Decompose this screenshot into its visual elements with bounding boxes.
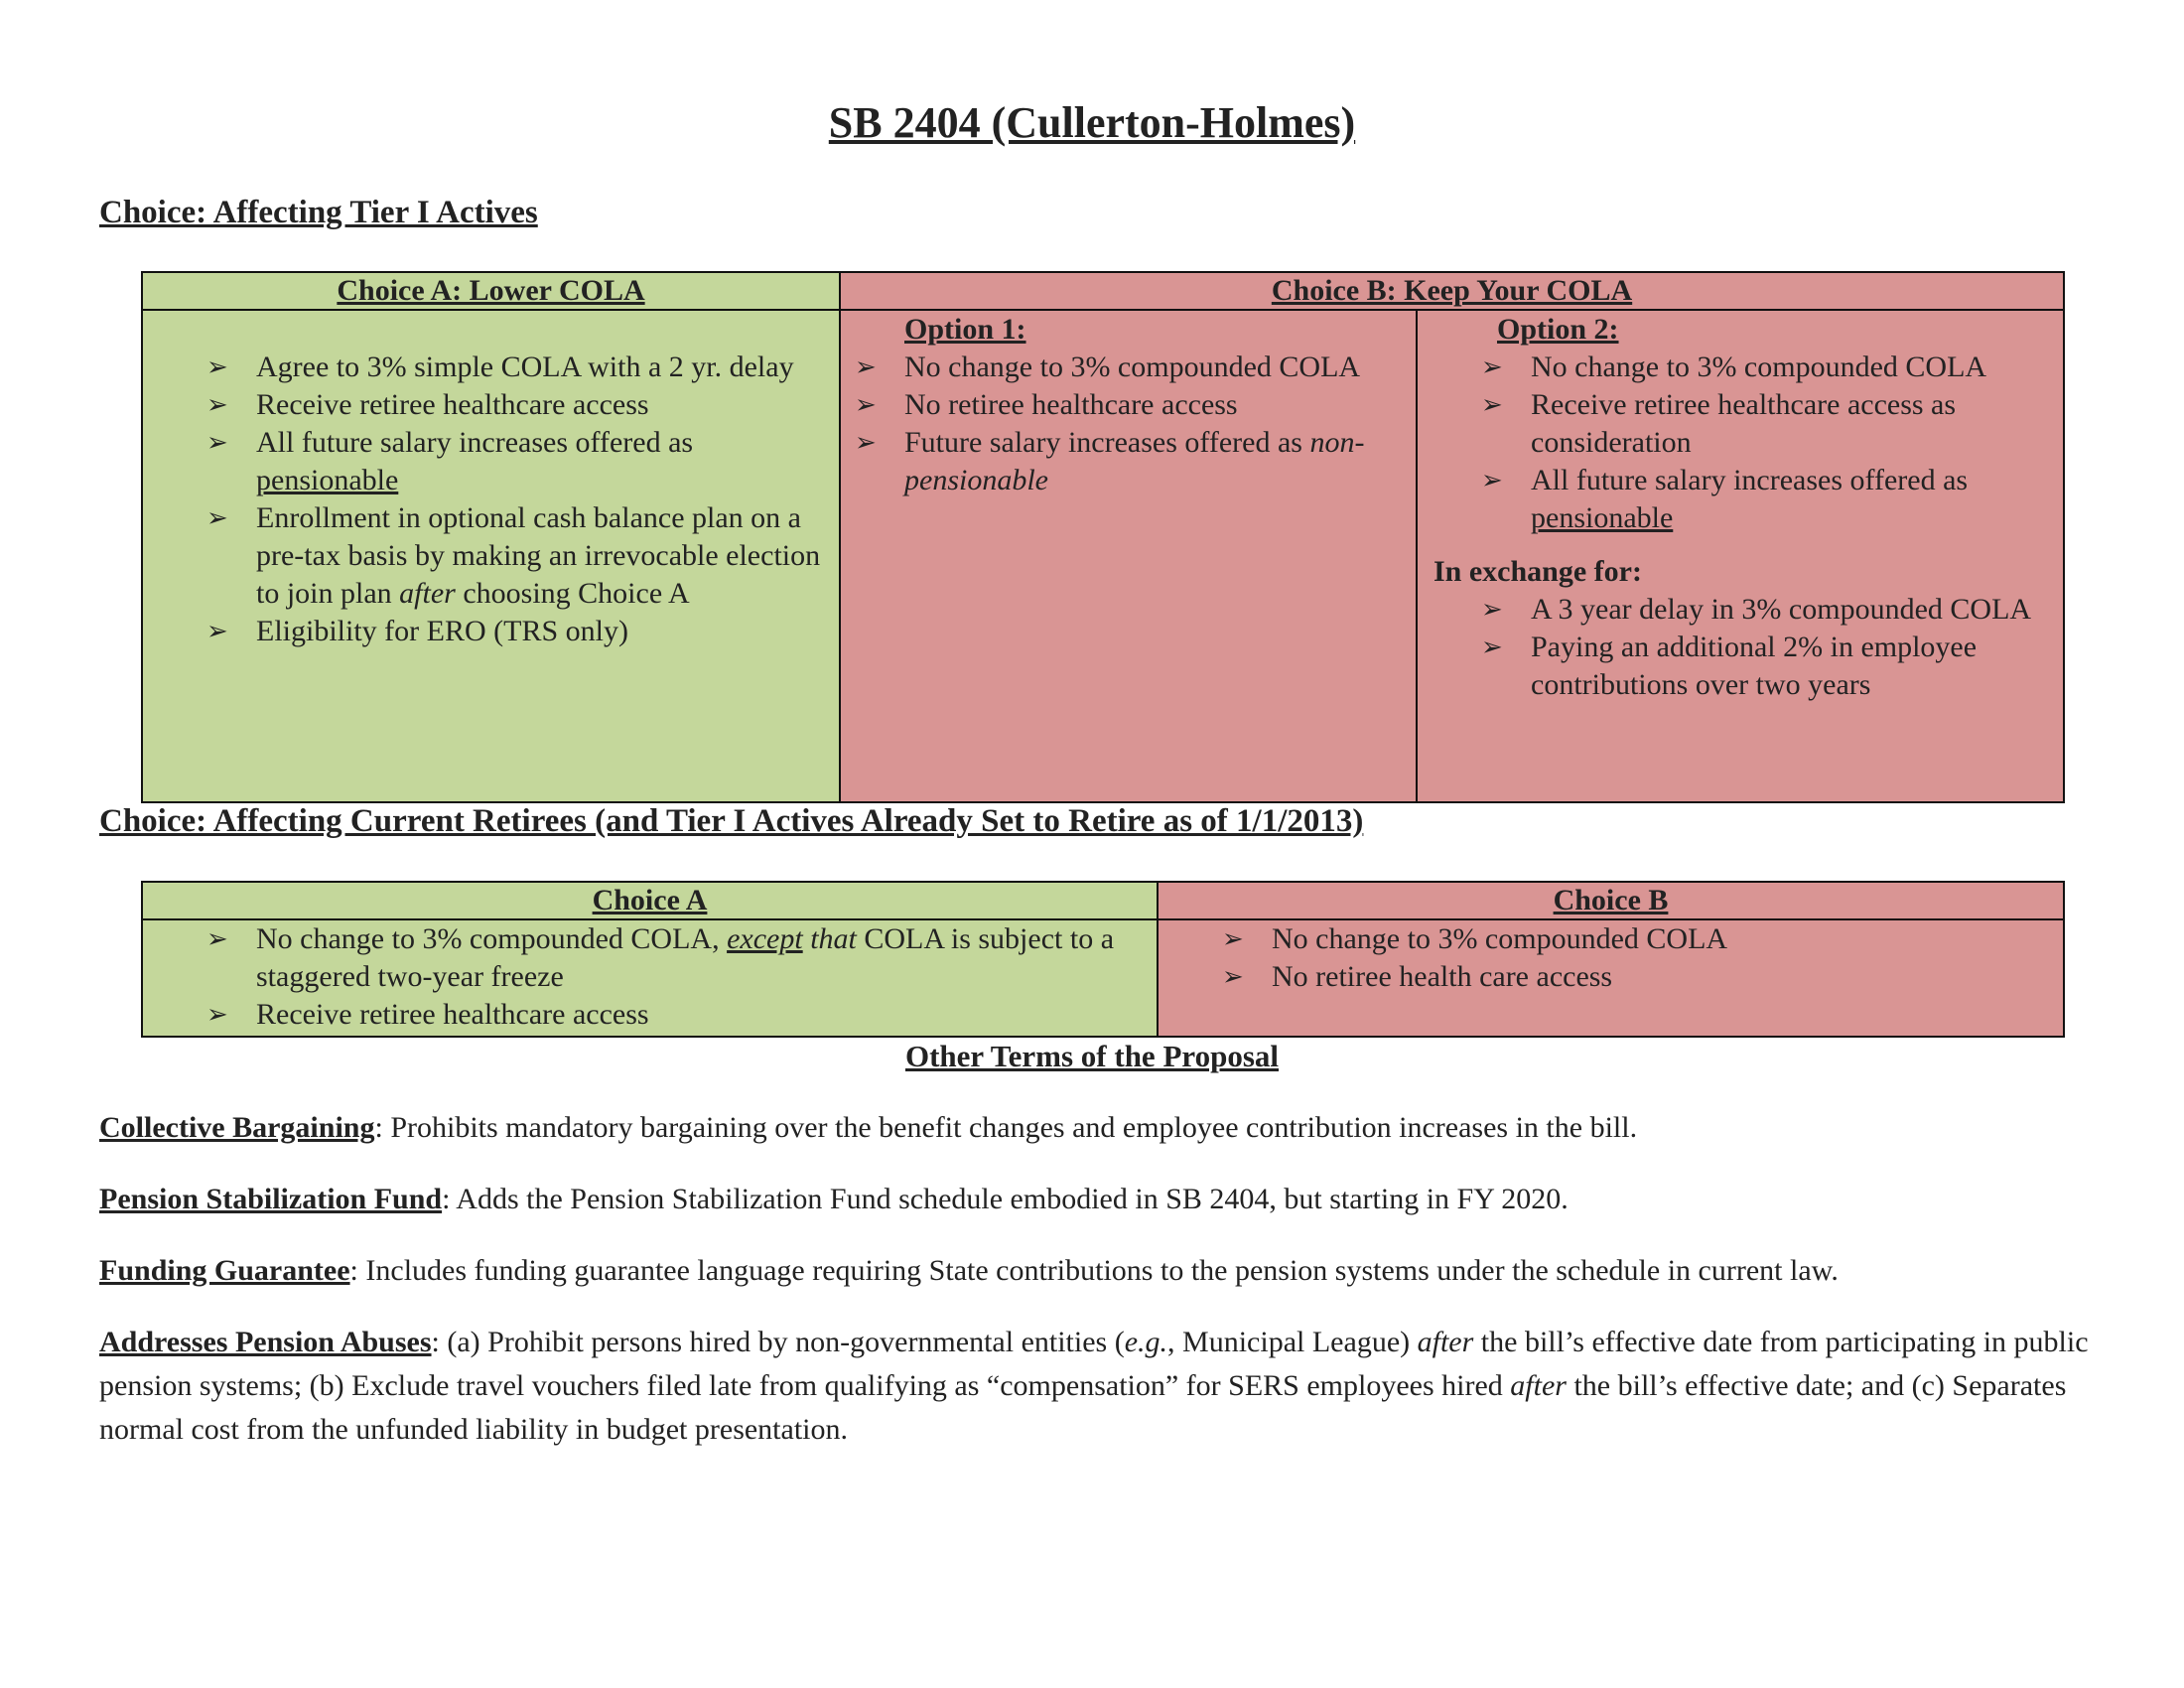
arrow-bullet-icon: ➢ [855, 428, 877, 458]
option-2-label: Option 2: [1497, 313, 1619, 346]
arrow-bullet-icon: ➢ [1481, 633, 1503, 662]
exchange-label: In exchange for: [1433, 555, 1642, 588]
retirees-choice-table [141, 881, 2065, 1038]
option-2-list [1481, 349, 2049, 537]
list-item: ➢ All future salary increases offered as pensionable [206, 426, 694, 496]
arrow-bullet-icon: ➢ [855, 352, 877, 382]
arrow-bullet-icon: ➢ [1481, 352, 1503, 382]
choice-a-header: Choice A: Lower COLA [142, 272, 840, 310]
list-item: ➢ No retiree health care access [1222, 958, 2043, 996]
term-pension-abuses: Addresses Pension Abuses: (a) Prohibit persons hired by non-governmental entities (e.g., Municipal League) after the bill’s effective date from participating in public pension systems; (b) Exclude travel vouchers filed late from qualifying as “compensation” for SERS employees hired after the bill’s effective date; and (c) Separates normal cost from the unfunded liability in budget presentation. [99, 1326, 2089, 1446]
option-1-label: Option 1: [904, 313, 1026, 346]
arrow-bullet-icon: ➢ [206, 503, 228, 533]
retiree-choice-b-list [1222, 920, 2043, 996]
list-item: ➢ Receive retiree healthcare access as consideration [1481, 388, 1957, 459]
choice-a-list [206, 349, 825, 650]
list-item: ➢ Receive retiree healthcare access [206, 996, 1137, 1034]
arrow-bullet-icon: ➢ [1481, 466, 1503, 495]
option-1-cell [840, 310, 1417, 802]
list-item: ➢ No change to 3% compounded COLA [855, 349, 1396, 386]
page-title: SB 2404 (Cullerton-Holmes) [828, 98, 1356, 147]
list-item: ➢ Paying an additional 2% in employee contributions over two years [1481, 631, 1978, 701]
retiree-choice-b-cell [1158, 919, 2064, 1037]
list-item: ➢ Future salary increases offered as non-pensionable [855, 426, 1365, 496]
other-terms-heading: Other Terms of the Proposal [904, 1039, 1279, 1073]
tier1-choice-table [141, 271, 2065, 803]
retiree-choice-a-header: Choice A [142, 882, 1158, 919]
retiree-choice-b-header: Choice B [1158, 882, 2064, 919]
term-collective-bargaining: Collective Bargaining: Prohibits mandatory bargaining over the benefit changes and employee contribution increases in the bill. [99, 1111, 1638, 1144]
retiree-choice-a-cell [142, 919, 1158, 1037]
arrow-bullet-icon: ➢ [206, 390, 228, 420]
arrow-bullet-icon: ➢ [1481, 390, 1503, 420]
arrow-bullet-icon: ➢ [855, 390, 877, 420]
arrow-bullet-icon: ➢ [206, 428, 228, 458]
retiree-choice-a-list [206, 920, 1137, 1034]
arrow-bullet-icon: ➢ [206, 352, 228, 382]
choice-b-header: Choice B: Keep Your COLA [840, 272, 2064, 310]
list-item: ➢ Receive retiree healthcare access [206, 386, 825, 424]
term-pension-stabilization: Pension Stabilization Fund: Adds the Pension Stabilization Fund schedule embodied in SB 2404, but starting in FY 2020. [99, 1183, 1569, 1215]
exchange-list [1481, 591, 2049, 704]
arrow-bullet-icon: ➢ [1481, 595, 1503, 625]
list-item: ➢ Eligibility for ERO (TRS only) [206, 613, 825, 650]
section-heading-tier1: Choice: Affecting Tier I Actives [99, 195, 538, 230]
option-1-list [855, 349, 1396, 499]
arrow-bullet-icon: ➢ [1222, 962, 1244, 992]
arrow-bullet-icon: ➢ [206, 1000, 228, 1030]
choice-a-cell [142, 310, 840, 802]
term-funding-guarantee: Funding Guarantee: Includes funding guarantee language requiring State contributions to the pension systems under the schedule in current law. [99, 1254, 1839, 1287]
option-2-cell [1417, 310, 2064, 802]
list-item: ➢ Agree to 3% simple COLA with a 2 yr. delay [206, 349, 825, 386]
list-item: ➢ No retiree healthcare access [855, 386, 1396, 424]
list-item: ➢ All future salary increases offered as pensionable [1481, 464, 1969, 534]
arrow-bullet-icon: ➢ [206, 617, 228, 646]
arrow-bullet-icon: ➢ [1222, 924, 1244, 954]
list-item: ➢ No change to 3% compounded COLA [1222, 920, 2043, 958]
arrow-bullet-icon: ➢ [206, 924, 228, 954]
list-item: ➢ No change to 3% compounded COLA, except that COLA is subject to a staggered two-year freeze [206, 922, 1115, 993]
section-heading-retirees: Choice: Affecting Current Retirees (and Tier I Actives Already Set to Retire as of 1/1/2013) [99, 803, 1364, 839]
list-item: ➢ No change to 3% compounded COLA [1481, 349, 2049, 386]
list-item: ➢ A 3 year delay in 3% compounded COLA [1481, 591, 2049, 629]
list-item: ➢ Enrollment in optional cash balance plan on a pre-tax basis by making an irrevocable election to join plan after choosing Choice A [206, 501, 821, 610]
